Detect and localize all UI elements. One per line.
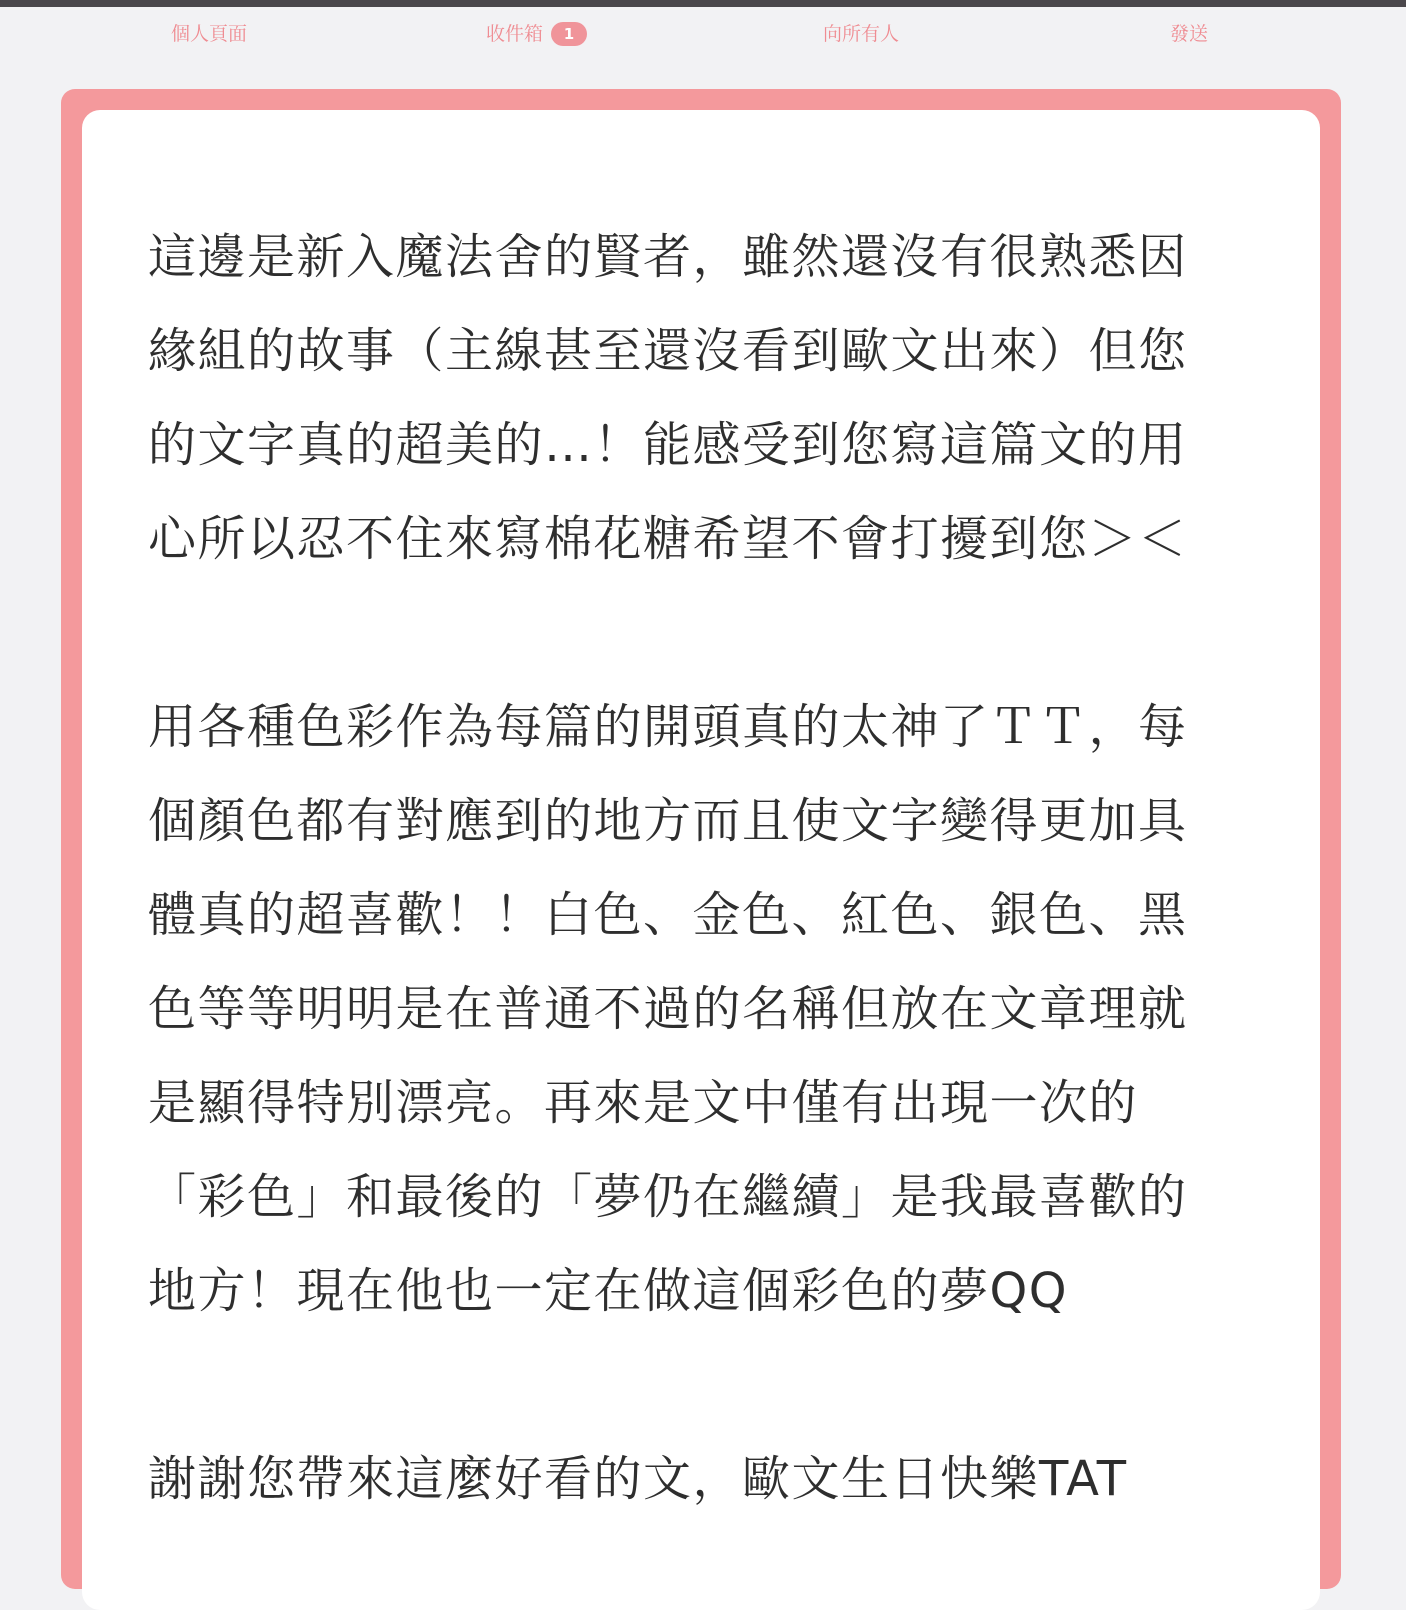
paragraph-gap — [148, 1338, 1248, 1432]
message-line: 是顯得特別漂亮。再來是文中僅有出現一次的 — [148, 1075, 1139, 1131]
inbox-count-badge: 1 — [551, 22, 587, 46]
message-line: 用各種色彩作為每篇的開頭真的太神了ＴＴ，每 — [148, 699, 1188, 755]
message-line: 這邊是新入魔法舍的賢者，雖然還沒有很熟悉因 — [148, 229, 1188, 285]
message-card-frame — [61, 89, 1341, 1589]
message-line: 的文字真的超美的…！能感受到您寫這篇文的用 — [148, 417, 1188, 473]
nav-inbox-link[interactable] — [486, 21, 587, 47]
message-body — [148, 210, 1248, 1526]
message-line: 謝謝您帶來這麼好看的文，歐文生日快樂TAT — [148, 1451, 1128, 1507]
message-line: 色等等明明是在普通不過的名稱但放在文章理就 — [148, 981, 1188, 1037]
top-navigation — [0, 7, 1406, 67]
message-line: 心所以忍不住來寫棉花糖希望不會打擾到您＞＜ — [148, 511, 1188, 567]
nav-inbox-label: 收件箱 — [486, 23, 544, 45]
message-line: 個顏色都有對應到的地方而且使文字變得更加具 — [148, 793, 1188, 849]
nav-profile-link[interactable]: 個人頁面 — [171, 23, 248, 45]
nav-send-link[interactable]: 發送 — [1170, 23, 1209, 45]
message-card — [82, 110, 1320, 1610]
message-line: 地方！現在他也一定在做這個彩色的夢QQ — [148, 1263, 1069, 1319]
message-line: 緣組的故事（主線甚至還沒看到歐文出來）但您 — [148, 323, 1188, 379]
nav-to-all-link[interactable]: 向所有人 — [823, 23, 900, 45]
top-bar — [0, 0, 1406, 7]
message-line: 「彩色」和最後的「夢仍在繼續」是我最喜歡的 — [148, 1169, 1188, 1225]
paragraph-gap — [148, 586, 1248, 680]
message-line: 體真的超喜歡！！白色、金色、紅色、銀色、黑 — [148, 887, 1188, 943]
